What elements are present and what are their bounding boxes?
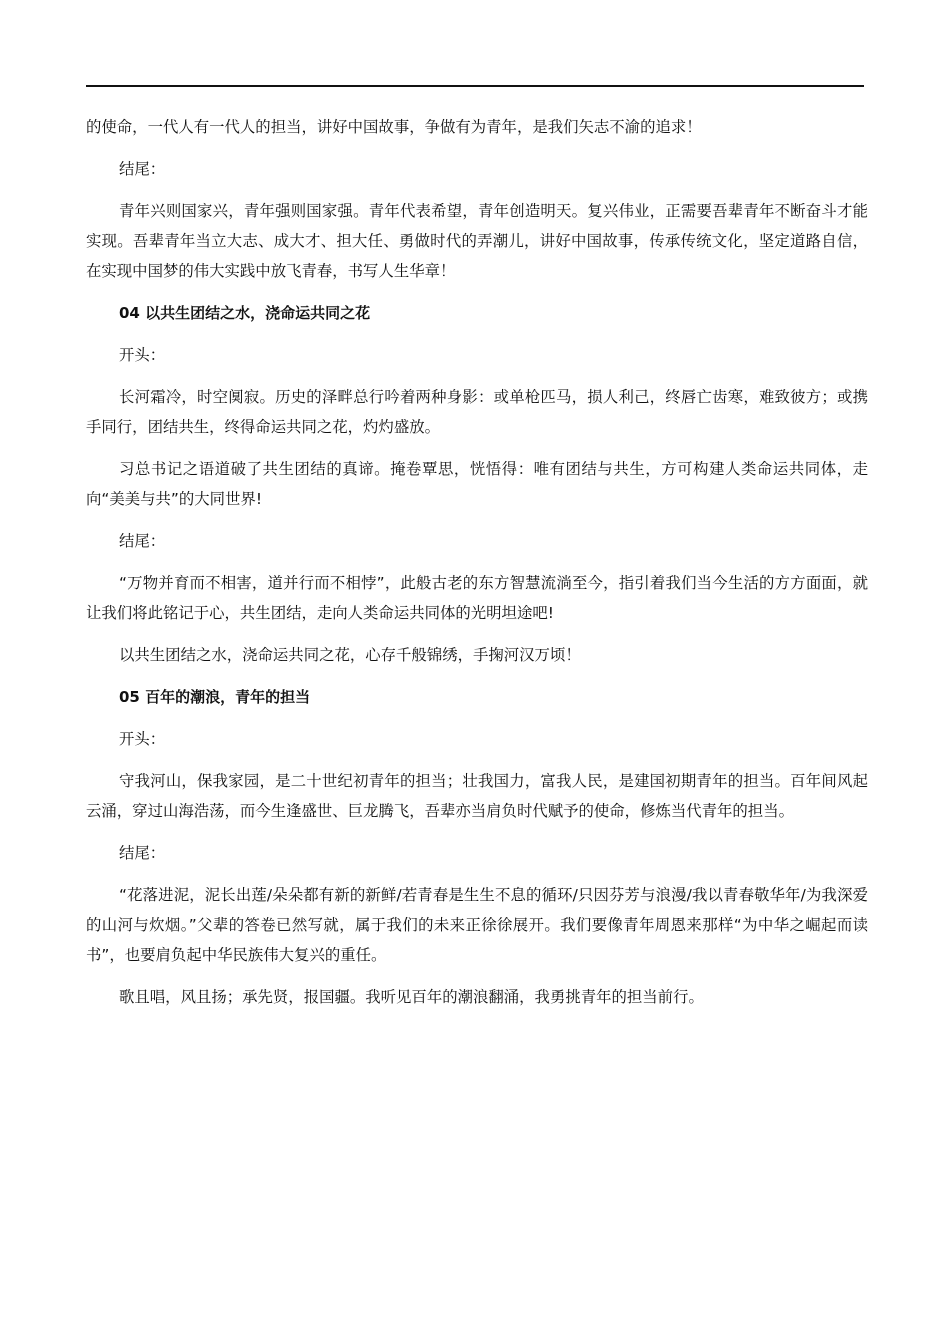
section-label-opening: 开头： [119,730,166,748]
paragraph: 以共生团结之水，浇命运共同之花，心存千般锦绣，手掬河汉万顷！ [119,646,581,664]
paragraph: 习总书记之语道破了共生团结的真谛。掩卷覃思，恍悟得：唯有团结与共生，方可构建人类命运共同体，走向“美美与共”的大同世界! [86,460,868,508]
section-heading-04: 04 以共生团结之水，浇命运共同之花 [119,304,371,322]
section-label-opening: 开头： [119,346,166,364]
section-heading-05: 05 百年的潮浪，青年的担当 [119,688,311,706]
document-body [86,112,868,1024]
paragraph: 长河霜冷，时空阒寂。历史的泽畔总行吟着两种身影：或单枪匹马，损人利己，终唇亡齿寒，难致彼方；或携手同行，团结共生，终得命运共同之花，灼灼盛放。 [86,388,868,436]
section-label-ending: 结尾： [119,532,166,550]
paragraph: 歌且唱，风且扬；承先贤，报国疆。我听见百年的潮浪翻涌，我勇挑青年的担当前行。 [119,988,704,1006]
paragraph: “花落进泥，泥长出莲/朵朵都有新的新鲜/若青春是生生不息的循环/只因芬芳与浪漫/我以青春敬华年/为我深爱的山河与炊烟。”父辈的答卷已然写就，属于我们的未来正徐徐展开。我们要像青年周恩来那样“为中华之崛起而读书”，也要肩负起中华民族伟大复兴的重任。 [86,886,868,964]
paragraph: 青年兴则国家兴，青年强则国家强。青年代表希望，青年创造明天。复兴伟业，正需要吾辈青年不断奋斗才能实现。吾辈青年当立大志、成大才、担大任、勇做时代的弄潮儿，讲好中国故事，传承传统文化，坚定道路自信，在实现中国梦的伟大实践中放飞青春，书写人生华章！ [86,202,868,280]
header-rule [86,85,864,87]
section-label-ending: 结尾： [119,160,166,178]
paragraph: 守我河山，保我家园，是二十世纪初青年的担当；壮我国力，富我人民，是建国初期青年的担当。百年间风起云涌，穿过山海浩荡，而今生逢盛世、巨龙腾飞，吾辈亦当肩负时代赋予的使命，修炼当代青年的担当。 [86,772,868,820]
section-label-ending: 结尾： [119,844,166,862]
paragraph: 的使命，一代人有一代人的担当，讲好中国故事，争做有为青年，是我们矢志不渝的追求！ [86,118,702,136]
paragraph: “万物并育而不相害，道并行而不相悖”，此般古老的东方智慧流淌至今，指引着我们当今生活的方方面面，就让我们将此铭记于心，共生团结，走向人类命运共同体的光明坦途吧! [86,574,868,622]
